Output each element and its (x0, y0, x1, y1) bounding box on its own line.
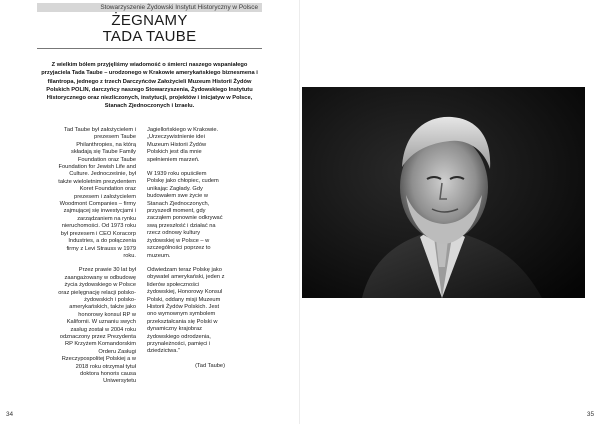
article-title (37, 13, 262, 45)
title-divider (37, 48, 262, 49)
text-column-2 (147, 127, 225, 370)
page-number-left: 34 (6, 411, 14, 418)
page-number-right: 35 (586, 411, 594, 418)
paragraph: Jagiellońskiego w Krakowie. „Urzeczywistnienie idei Muzeum Historii Żydów Polskich jest dla mnie spełnieniem marzeń. (147, 127, 219, 163)
running-header-text: Stowarzyszenie Żydowski Instytut Historyczny w Polsce (100, 4, 258, 11)
article-title-line-1: ŻEGNAMY (111, 12, 188, 29)
portrait-photo (302, 87, 585, 298)
paragraph: W 1939 roku opuściłem Polskę jako chłopiec, cudem unikając Zagłady. Gdy budowałem swe życie w Stanach Zjednoczonych, przyszedł moment, gdy zacząłem ponownie odkrywać swą przeszłość i działać na rzecz odnowy kultury żydowskiej w Polsce – w szczególności poprzez to muzeum. (147, 171, 223, 259)
text-column-1 (58, 127, 136, 393)
paragraph: Odwiedzam teraz Polskę jako obywatel amerykański, jeden z liderów społeczności żydowskiej, Honorowy Konsul Polski, oddany misji Muzeum Historii Żydów Polskich. Jest ono wymownym symbolem przekształcania się Polski w dynamiczny krajobraz żydowskiego odrodzenia, przynależności, pamięci i dziedzictwa.” (147, 266, 225, 355)
article-intro: Z wielkim bólem przyjęliśmy wiadomość o śmierci naszego wspaniałego przyjaciela Tada Taube – urodzonego w Krakowie amerykańskiego biznesmena i filantropa, jednego z trzech Darczyńców Założycieli Muzeum Historii Żydów Polskich POLIN, darczyńcy naszego Stowarzyszenia, Żydowskiego Instytutu Historycznego oraz niezliczonych, instytucji, projektów i inicjatyw w Polsce, Stanach Zjednoczonych i Izraelu. (41, 62, 258, 110)
quote-signature: (Tad Taube) (195, 362, 225, 369)
article-title-line-2: TADA TAUBE (102, 28, 197, 45)
paragraph: Tad Taube był założycielem i prezesem Taube Philanthropies, na którą składają się Taube Family Foundation oraz Taube Foundation for Jewish Life and Culture. Jednocześnie, był także wieloletnim prezydentem Koret Foundation oraz prezesem i założycielem Woodmont Companies – firmy zajmującej się inwestycjami i zarządzaniem na rynku nieruchomości. Od 1973 roku był prezesem i CEO Koracorp Industries, a do połączenia firmy z Levi Strauss w 1979 roku. (58, 127, 136, 259)
paragraph: Przez prawie 30 lat był zaangażowany w odbudowę życia żydowskiego w Polsce oraz pielęgnację relacji polsko-żydowskich i polsko-amerykańskich, także jako honorowy konsul RP w Kalifornii. W uznaniu swych zasług został w 2004 roku odznaczony przez Prezydenta RP Krzyżem Komandorskim Orderu Zasługi Rzeczypospolitej Polskiej a w 2018 roku otrzymał tytuł doktora honoris causa Uniwersytetu (58, 267, 136, 385)
running-header (37, 3, 262, 12)
